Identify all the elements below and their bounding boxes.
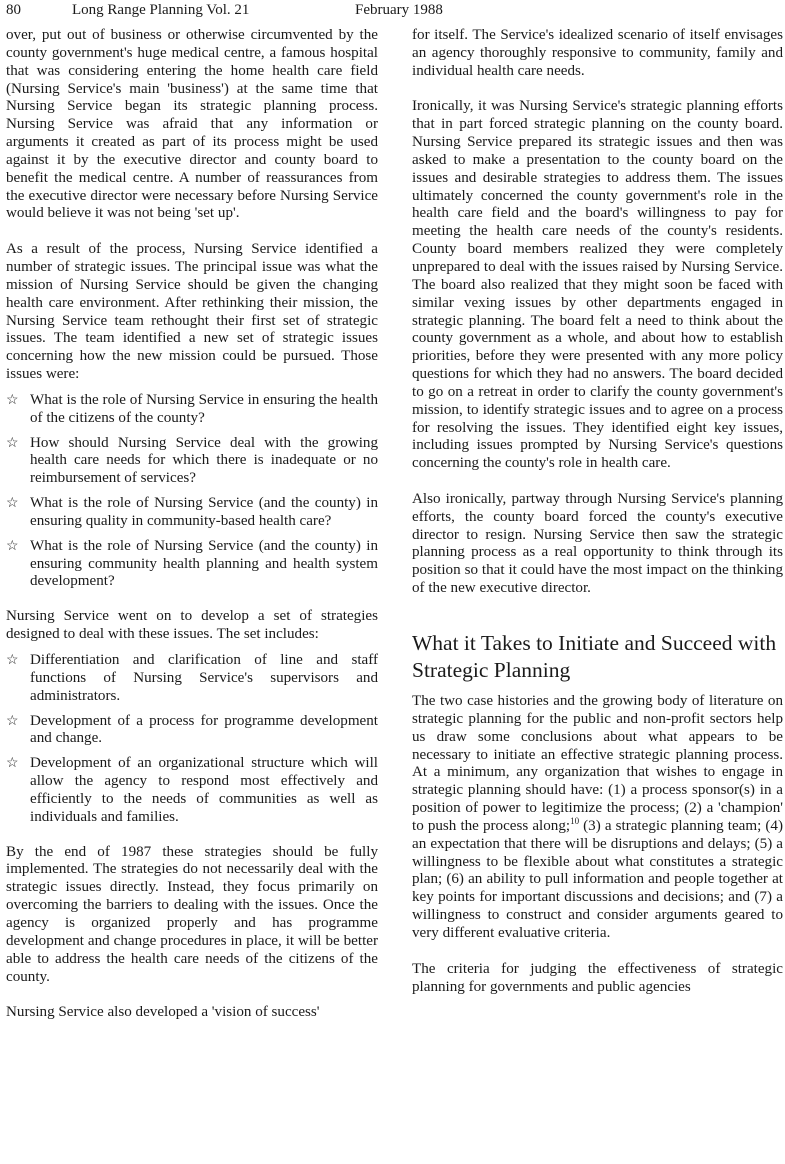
list-item	[6, 713, 378, 749]
issue-date: February 1988	[355, 2, 443, 18]
paragraph: Nursing Service also developed a 'vision of success'	[6, 1004, 320, 1021]
paragraph	[412, 693, 783, 943]
star-outline-icon: ☆	[6, 538, 19, 554]
list-item	[6, 495, 378, 531]
paragraph: By the end of 1987 these strategies should be fully implemented. The strategies do not necessarily deal with the strategic issues directly. Instead, they focus primarily on overcoming the barriers to dealing with the issues. Once the agency is organized properly and has programme development and change procedures in place, it will be better able to address the health care needs of the citizens of the county.	[6, 843, 378, 985]
list-item-text: Differentiation and clarification of line and staff functions of Nursing Service's supervisors and administrators.	[30, 652, 378, 704]
paragraph: As a result of the process, Nursing Service identified a number of strategic issues. The principal issue was what the mission of Nursing Service should be given the changing health care environment. After rethinking their mission, the Nursing Service team rethought their first set of strategic issues. The team identified a new set of strategic issues concerning how the new mission could be pursued. Those issues were:	[6, 241, 378, 383]
reference-marker: 10	[570, 815, 580, 826]
journal-title: Long Range Planning Vol. 21	[72, 2, 250, 18]
strategies-list	[6, 652, 378, 827]
list-item	[6, 392, 378, 428]
issues-list	[6, 392, 378, 591]
star-outline-icon: ☆	[6, 653, 19, 668]
list-item-text: What is the role of Nursing Service (and the county) in ensuring community health planning and health system development?	[30, 537, 378, 590]
paragraph: Also ironically, partway through Nursing Service's planning efforts, the county board forced the county's executive director to resign. Nursing Service then saw the strategic planning process as a real opportunity to think through its position so that it could have the most impact on the thinking of the new executive director.	[412, 490, 783, 597]
list-item-text: What is the role of Nursing Service in ensuring the health of the citizens of the county?	[30, 391, 378, 426]
star-outline-icon: ☆	[6, 392, 19, 408]
star-outline-icon: ☆	[6, 713, 19, 729]
list-item-text: Development of an organizational structure which will allow the agency to respond most effectively and efficiently to the needs of communities as well as individuals and families.	[30, 755, 378, 825]
paragraph: for itself. The Service's idealized scenario of itself envisages an agency thoroughly responsive to community, family and individual health care needs.	[412, 27, 783, 79]
star-outline-icon: ☆	[6, 756, 19, 772]
left-column	[6, 27, 378, 1040]
list-item	[6, 538, 378, 592]
page-number: 80	[6, 2, 21, 18]
paragraph: over, put out of business or otherwise circumvented by the county government's huge medical centre, a famous hospital that was considering entering the home health care field (Nursing Service's main 'business') at the same time that Nursing Service began its strategic planning process. Nursing Service was afraid that any information or arguments it created as part of its process might be used against it by the executive director and county board to benefit the medical centre. A number of reassurances from the executive director were necessary before Nursing Service would believe it was not being 'set up'.	[6, 27, 378, 222]
list-item-text: How should Nursing Service deal with the growing health care needs for which there is inadequate or no reimbursement of services?	[30, 434, 378, 487]
list-item-text: What is the role of Nursing Service (and the county) in ensuring quality in community-based health care?	[30, 495, 378, 529]
paragraph: Ironically, it was Nursing Service's strategic planning efforts that in part forced strategic planning on the county board. Nursing Service prepared its strategic issues and then was asked to make a presentation to the county board on the issues and desirable strategies to address them. The issues ultimately concerned the county government's role in the health care field and the board's willingness to pay for meeting the health care needs of the county's residents. County board members realized they were completely unprepared to deal with the issues raised by Nursing Service. The board also realized that they might soon be faced with similar vexing issues by other departments engaged in strategic planning. The board felt a need to think about the county government as a whole, and about how to establish priorities, before they were presented with any more policy questions for which they had no answers. The board decided to go on a retreat in order to clarify the county government's mission, to identify strategic issues and to agree on a process for resolving the issues. They identified eight key issues, including issues prompted by Nursing Service's questions concerning the county's role in health care.	[412, 98, 783, 472]
list-item	[6, 652, 378, 706]
right-column	[412, 27, 783, 1014]
paragraph: The criteria for judging the effectiveness of strategic planning for governments and public agencies	[412, 960, 783, 995]
paragraph-text: (3) a strategic planning team; (4) an expectation that there will be disruptions and delays; (5) a willingness to be flexible about what constitutes a strategic plan; (6) an ability to pull information and people together at key points for important discussions and decisions; and (7) a willingness to construct and consider arguments geared to very different evaluative criteria.	[412, 817, 783, 941]
star-outline-icon: ☆	[6, 496, 19, 512]
list-item	[6, 755, 378, 826]
star-outline-icon: ☆	[6, 435, 19, 451]
section-heading: What it Takes to Initiate and Succeed with Strategic Planning	[412, 631, 777, 682]
paragraph: Nursing Service went on to develop a set of strategies designed to deal with these issues. The set includes:	[6, 608, 378, 643]
list-item-text: Development of a process for programme development and change.	[30, 712, 378, 747]
paragraph-text: The two case histories and the growing body of literature on strategic planning for the public and non-profit sectors help us draw some conclusions about what appears to be necessary to initiate an effective strategic planning process. At a minimum, any organization that wishes to engage in strategic planning should have: (1) a process sponsor(s) in a position of power to legitimize the process; (2) a 'champion' to push the process along;	[412, 693, 783, 834]
running-header	[6, 0, 776, 22]
list-item	[6, 435, 378, 489]
